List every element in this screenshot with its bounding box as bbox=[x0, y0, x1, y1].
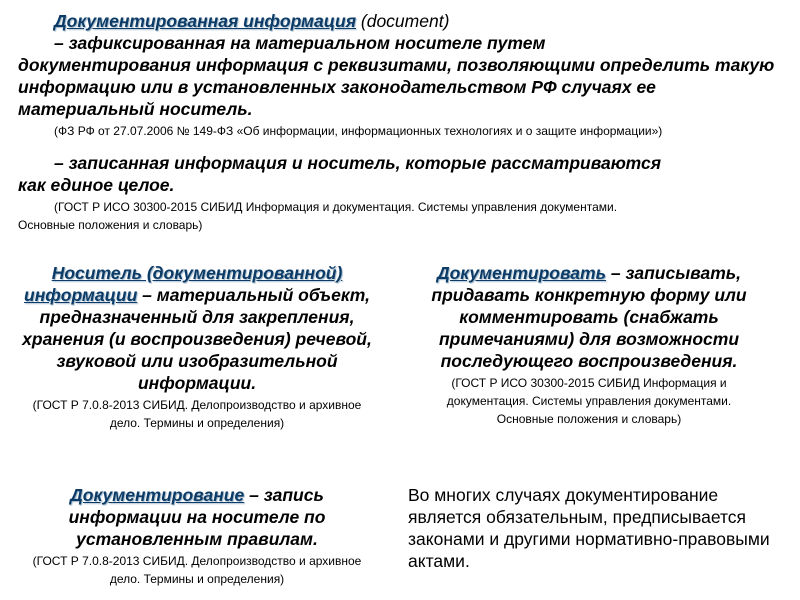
main-term-english: (document) bbox=[360, 11, 450, 31]
source-citation-2-line-2: Основные положения и словарь) bbox=[18, 218, 203, 232]
carrier-definition: – материальный объект, предназначенный для закрепления, хранения (и воспроизведения) речевой, звуковой или изобразительной информации. bbox=[22, 285, 372, 393]
definition-1-first-line: – зафиксированная на материальном носителе путем bbox=[54, 33, 546, 53]
definition-2-first-line: – записанная информация и носитель, которые рассматриваются bbox=[54, 153, 662, 173]
main-term-line bbox=[18, 10, 788, 32]
main-definition-block bbox=[18, 10, 788, 234]
definition-2-body: как единое целое. bbox=[18, 175, 175, 195]
document-verb-source: (ГОСТ Р ИСО 30300-2015 СИБИД Информация и документация. Системы управления документами. Основные положения и словарь) bbox=[446, 376, 732, 426]
documenting-term: Документирование bbox=[70, 485, 245, 505]
source-citation-2-line-1: (ГОСТ Р ИСО 30300-2015 СИБИД Информация и документация. Системы управления документами. bbox=[54, 200, 618, 214]
source-citation-1: (ФЗ РФ от 27.07.2006 № 149-ФЗ «Об информации, информационных технологиях и о защите информации») bbox=[54, 124, 663, 138]
carrier-source: (ГОСТ Р 7.0.8-2013 СИБИД. Делопроизводство и архивное дело. Термины и определения) bbox=[32, 398, 362, 430]
main-term: Документированная информация bbox=[54, 11, 357, 31]
documenting-definition: – запись информации на носителе по установленным правилам. bbox=[68, 485, 326, 549]
document-verb-definition-block bbox=[398, 262, 780, 428]
document-verb-term: Документировать bbox=[436, 263, 606, 283]
carrier-term: Носитель (документированной) информации bbox=[24, 263, 343, 305]
document-verb-definition: – записывать, придавать конкретную форму или комментировать (снабжать примечаниями) для возможности последующего воспроизведения. bbox=[431, 263, 747, 371]
documenting-definition-block bbox=[18, 484, 376, 588]
obligation-note: Во многих случаях документирование является обязательным, предписывается законами и другими нормативно-правовыми актами. bbox=[408, 485, 770, 571]
documenting-source: (ГОСТ Р 7.0.8-2013 СИБИД. Делопроизводство и архивное дело. Термины и определения) bbox=[32, 554, 362, 586]
definition-1-body: документирования информация с реквизитами, позволяющими определить такую информацию или в установленных законодательством РФ случаях ее материальный носитель. bbox=[18, 55, 775, 119]
carrier-definition-block bbox=[18, 262, 376, 432]
